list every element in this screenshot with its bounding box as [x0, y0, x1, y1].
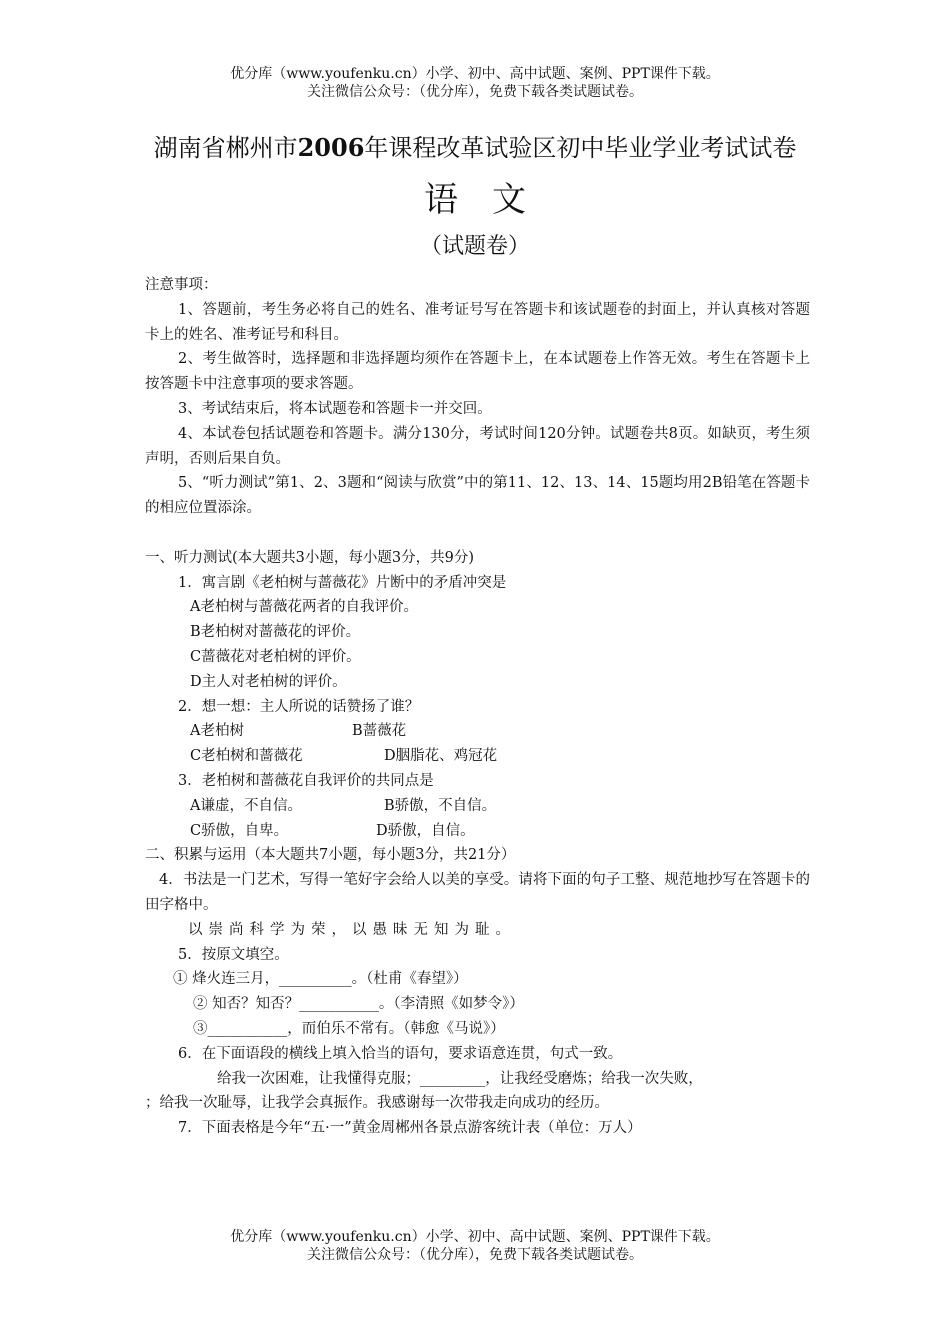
section-1-heading: 一、听力测试(本大题共3小题，每小题3分，共9分)	[145, 549, 474, 566]
question-2-options-row-1	[145, 719, 810, 744]
spacer	[145, 521, 810, 546]
question-3-options-row-2	[145, 819, 810, 844]
notice-item-5: 5、“听力测试”第1、2、3题和“阅读与欣赏”中的第11、12、13、14、15题均用2B铅笔在答题卡的相应位置添涂。	[145, 475, 810, 517]
notice-heading: 注意事项：	[145, 277, 218, 293]
question-6-stem: 6．在下面语段的横线上填入恰当的语句，要求语意连贯，句式一致。	[178, 1045, 623, 1062]
question-3-option-b: B骄傲，不自信。	[384, 797, 497, 814]
exam-body	[145, 273, 810, 1141]
question-2-stem: 2．想一想：主人所说的话赞扬了谁？	[178, 698, 420, 715]
question-7-stem: 7．下面表格是今年“五·一”黄金周郴州各景点游客统计表（单位：万人）	[178, 1120, 642, 1137]
question-5-item-2: ② 知否？知否？___________。（李清照《如梦令》）	[193, 996, 524, 1013]
paper-type: （试题卷）	[419, 234, 530, 259]
question-3-option-a: A谦虚，不自信。	[190, 797, 302, 814]
question-5-item-1: ① 烽火连三月，__________。（杜甫《春望》）	[173, 971, 468, 988]
footer-line-2: 关注微信公众号：（优分库），免费下载各类试题试卷。	[307, 1247, 643, 1263]
footer-line-1: 优分库（www.youfenku.cn）小学、初中、高中试题、案例、PPT课件下载。	[230, 1229, 720, 1245]
question-3-option-c: C骄傲，自卑。	[190, 822, 289, 839]
question-2-option-c: C老柏树和蔷薇花	[190, 748, 303, 765]
question-1-option-b: B老柏树对蔷薇花的评价。	[190, 624, 361, 641]
question-2-options-row-2	[145, 744, 810, 769]
exam-title	[0, 133, 950, 163]
question-1-option-d: D主人对老柏树的评价。	[190, 673, 347, 690]
notice-item-3: 3、考试结束后，将本试题卷和答题卡一并交回。	[178, 400, 492, 417]
question-1-stem: 1．寓言剧《老柏树与蔷薇花》片断中的矛盾冲突是	[178, 574, 507, 591]
question-1-option-c: C蔷薇花对老柏树的评价。	[190, 648, 361, 665]
notice-item-4: 4、本试卷包括试题卷和答题卡。满分130分，考试时间120分钟。试题卷共8页。如缺页，考生须声明，否则后果自负。	[145, 425, 810, 467]
question-1-option-a: A老柏树与蔷薇花两者的自我评价。	[190, 599, 418, 616]
title-prefix: 湖南省郴州市	[153, 134, 298, 162]
header-line-2: 关注微信公众号：（优分库），免费下载各类试题试卷。	[307, 84, 643, 100]
title-year: 2006	[297, 133, 365, 162]
question-2-option-b: B蔷薇花	[352, 723, 407, 740]
page-header	[0, 65, 950, 101]
section-2-heading: 二、积累与运用（本大题共7小题，每小题3分，共21分）	[145, 847, 516, 864]
subject-title: 语文	[424, 180, 560, 220]
question-5-stem: 5．按原文填空。	[178, 946, 289, 963]
question-6-line-2: ；给我一次耻辱，让我学会真振作。我感谢每一次带我走向成功的经历。	[145, 1095, 609, 1112]
question-2-option-d: D胭脂花、鸡冠花	[384, 748, 498, 765]
page-footer	[0, 1228, 950, 1264]
notice-item-1: 1、答题前，考生务必将自己的姓名、准考证号写在答题卡和该试题卷的封面上，并认真核对答题卡上的姓名、准考证号和科目。	[145, 301, 810, 343]
question-6-line-1: 给我一次困难，让我懂得克服；_________，让我经受磨炼；给我一次失败，	[217, 1070, 703, 1087]
header-line-1: 优分库（www.youfenku.cn）小学、初中、高中试题、案例、PPT课件下载。	[230, 66, 720, 82]
question-2-option-a: A老柏树	[190, 723, 244, 740]
question-3-stem: 3．老柏树和蔷薇花自我评价的共同点是	[178, 772, 434, 789]
question-5-item-3: ③___________，而伯乐不常有。（韩愈《马说》）	[193, 1020, 505, 1037]
question-3-option-d: D骄傲，自信。	[376, 822, 475, 839]
notice-item-2: 2、考生做答时，选择题和非选择题均须作在答题卡上，在本试题卷上作答无效。考生在答题卡上按答题卡中注意事项的要求答题。	[145, 351, 810, 393]
question-3-options-row-1	[145, 794, 810, 819]
question-4-sentence: 以崇尚科学为荣，以愚昧无知为耻。	[188, 921, 516, 938]
question-4-stem: 4．书法是一门艺术，写得一笔好字会给人以美的享受。请将下面的句子工整、规范地抄写在答题卡的田字格中。	[145, 872, 810, 913]
title-suffix: 年课程改革试验区初中毕业学业考试试卷	[364, 134, 797, 162]
